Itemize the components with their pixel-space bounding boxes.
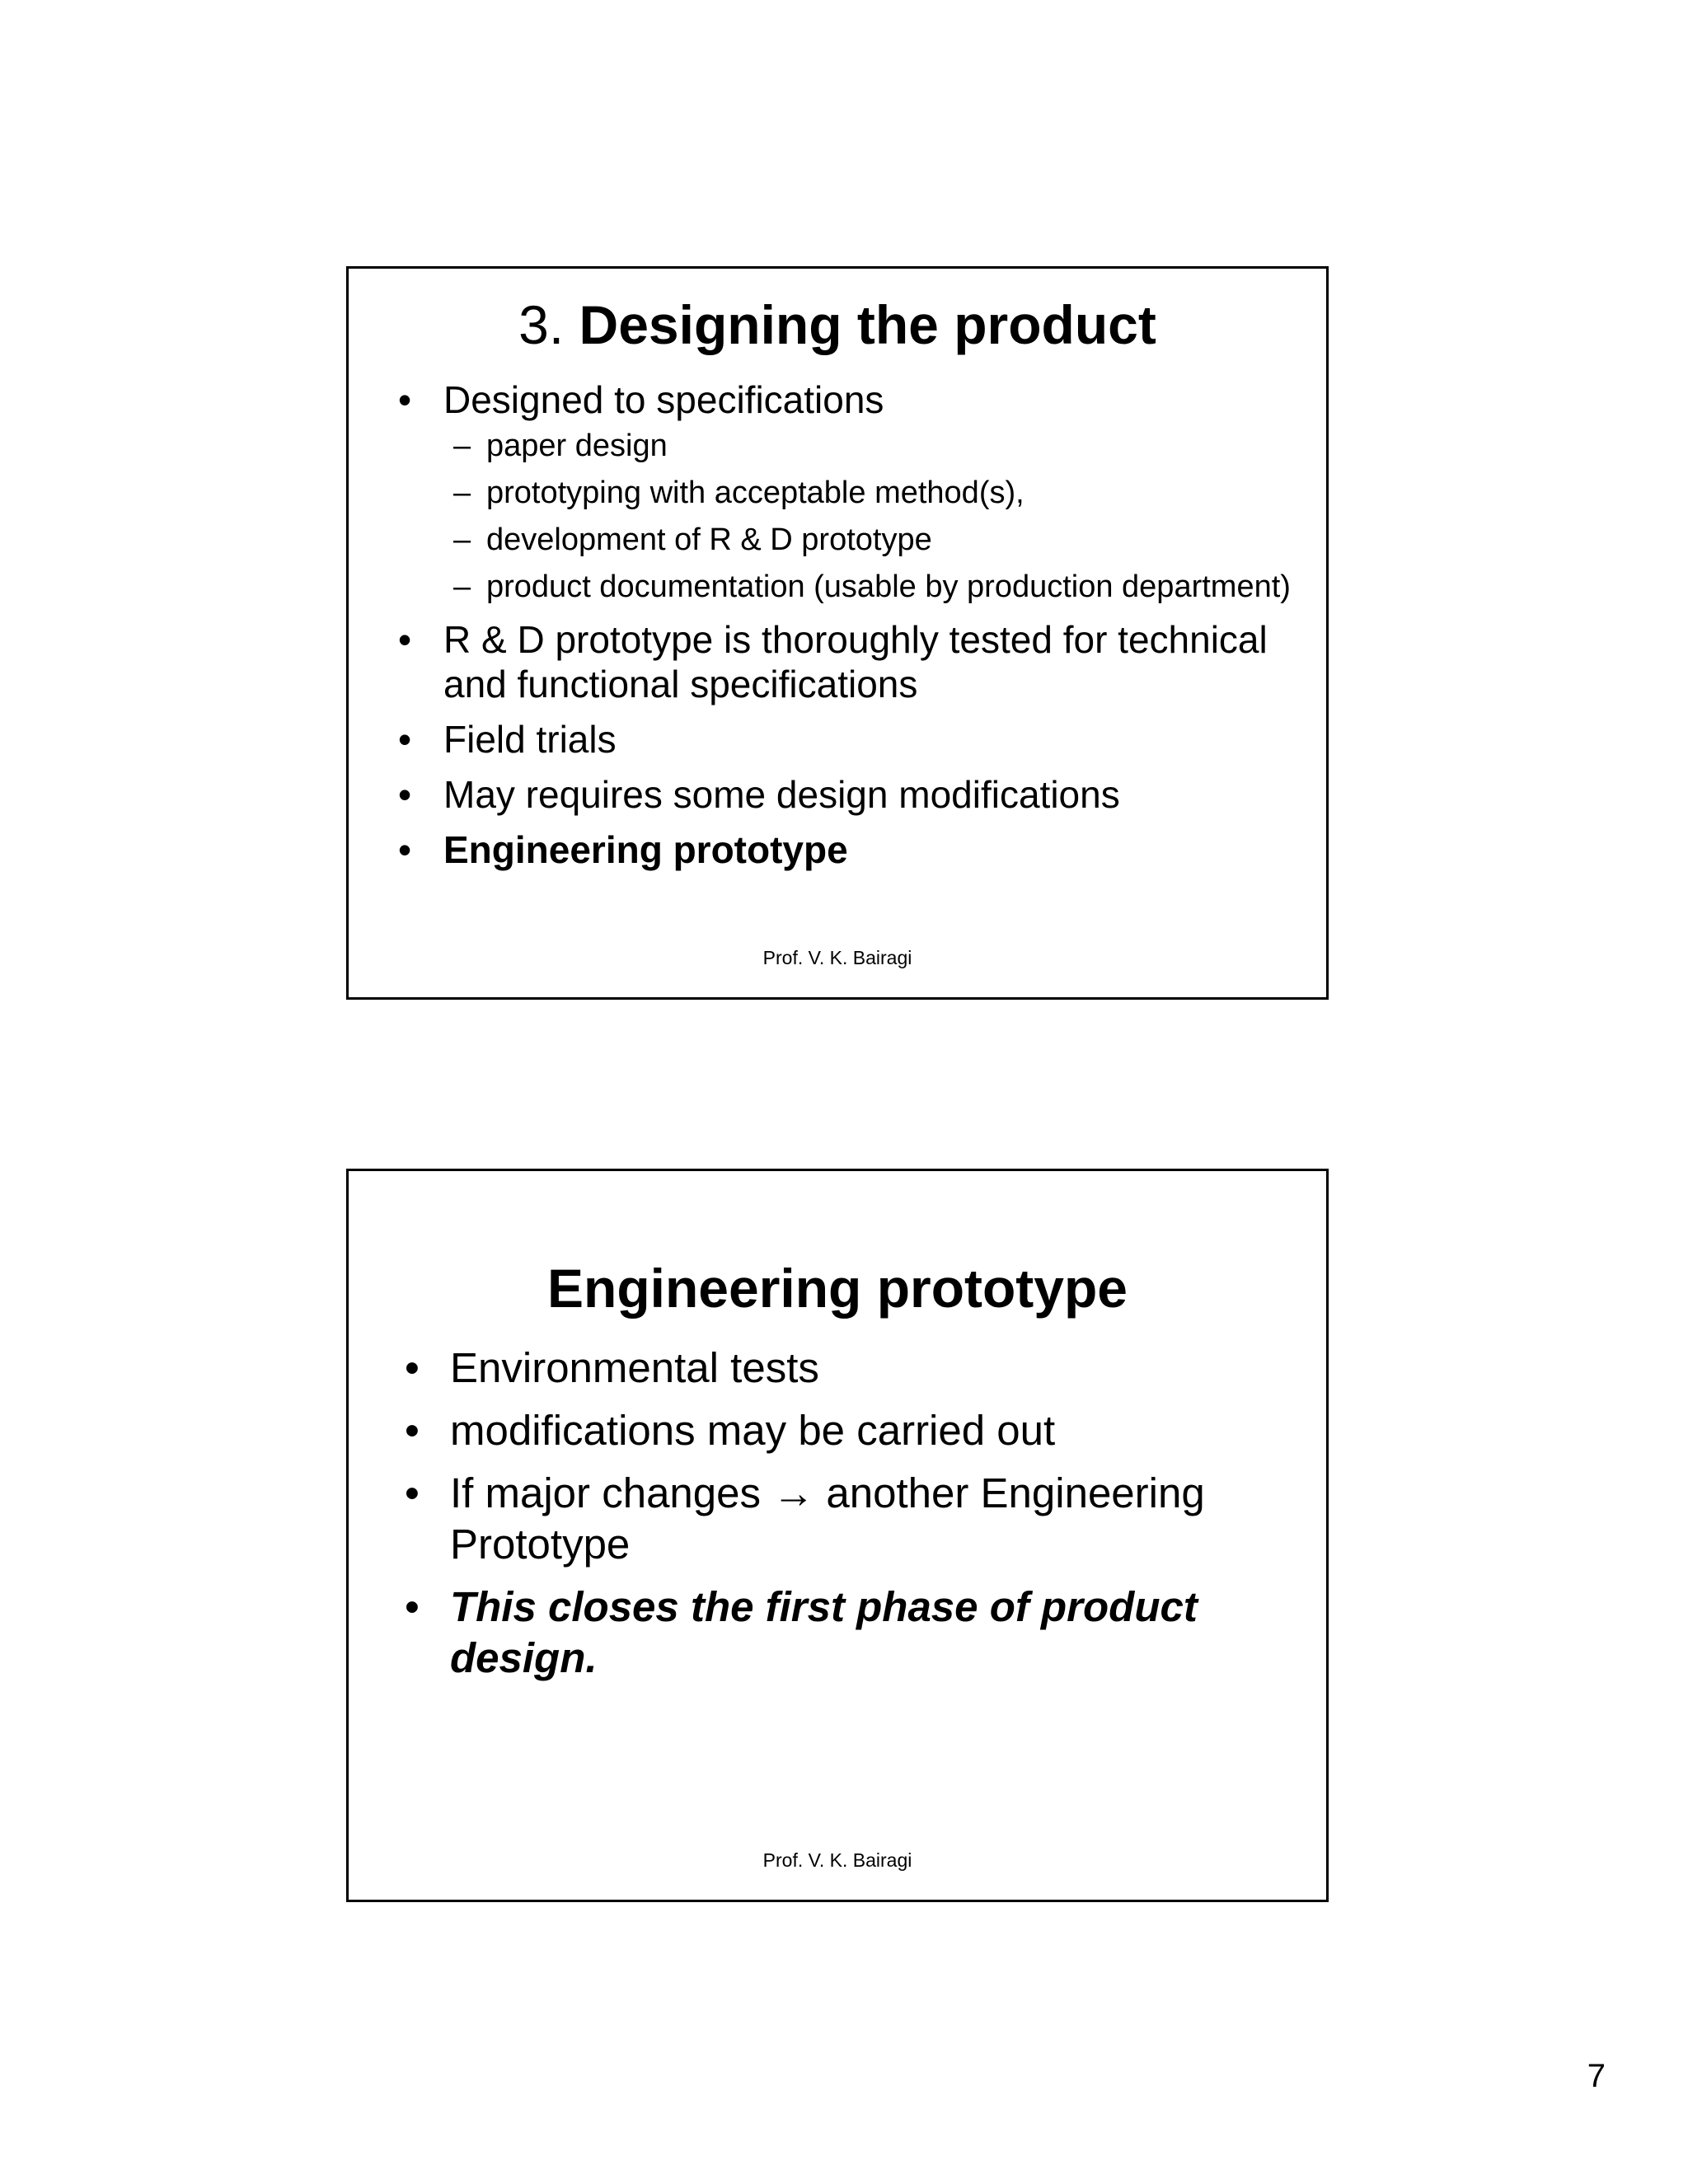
bullet-text: Designed to specifications [443, 378, 884, 421]
bullet-item [398, 1468, 1293, 1570]
bullet-list [398, 377, 1293, 883]
bullet-item [398, 827, 1293, 872]
bullet-text: If major changes → another Engineering Prototype [450, 1469, 1205, 1568]
sub-bullet-item: – paper design [443, 427, 1293, 466]
title-number: 3. [518, 294, 579, 355]
bullet-item [398, 717, 1293, 762]
bullet-text: R & D prototype is thoroughly tested for technical and functional specifications [443, 618, 1268, 705]
bullet-item [398, 1582, 1293, 1684]
sub-bullet-item: – development of R & D prototype [443, 521, 1293, 560]
slide-footer: Prof. V. K. Bairagi [762, 1849, 912, 1871]
slide-title [349, 292, 1326, 358]
title-text: Designing the product [579, 294, 1156, 355]
sub-bullet-item: – product documentation (usable by production department) [443, 568, 1293, 607]
slide-footer: Prof. V. K. Bairagi [762, 947, 912, 968]
sub-bullet-list [443, 427, 1293, 607]
bullet-text: modifications may be carried out [450, 1407, 1056, 1454]
slide-designing-the-product [346, 266, 1329, 1000]
slide-engineering-prototype [346, 1169, 1329, 1902]
bullet-text: Environmental tests [450, 1344, 819, 1391]
page-number: 7 [1587, 2058, 1606, 2094]
bullet-text: Engineering prototype [443, 828, 848, 871]
bullet-text: May requires some design modifications [443, 773, 1120, 816]
slide-title: Engineering prototype [546, 1258, 1128, 1319]
bullet-item [398, 1343, 1293, 1394]
bullet-item [398, 772, 1293, 817]
bullet-item [398, 1405, 1293, 1456]
bullet-list [398, 1343, 1293, 1695]
bullet-text: This closes the first phase of product design. [450, 1583, 1198, 1681]
bullet-item [398, 617, 1293, 706]
sub-bullet-item: – prototyping with acceptable method(s), [443, 474, 1293, 513]
bullet-text: Field trials [443, 718, 617, 761]
bullet-item [398, 377, 1293, 607]
